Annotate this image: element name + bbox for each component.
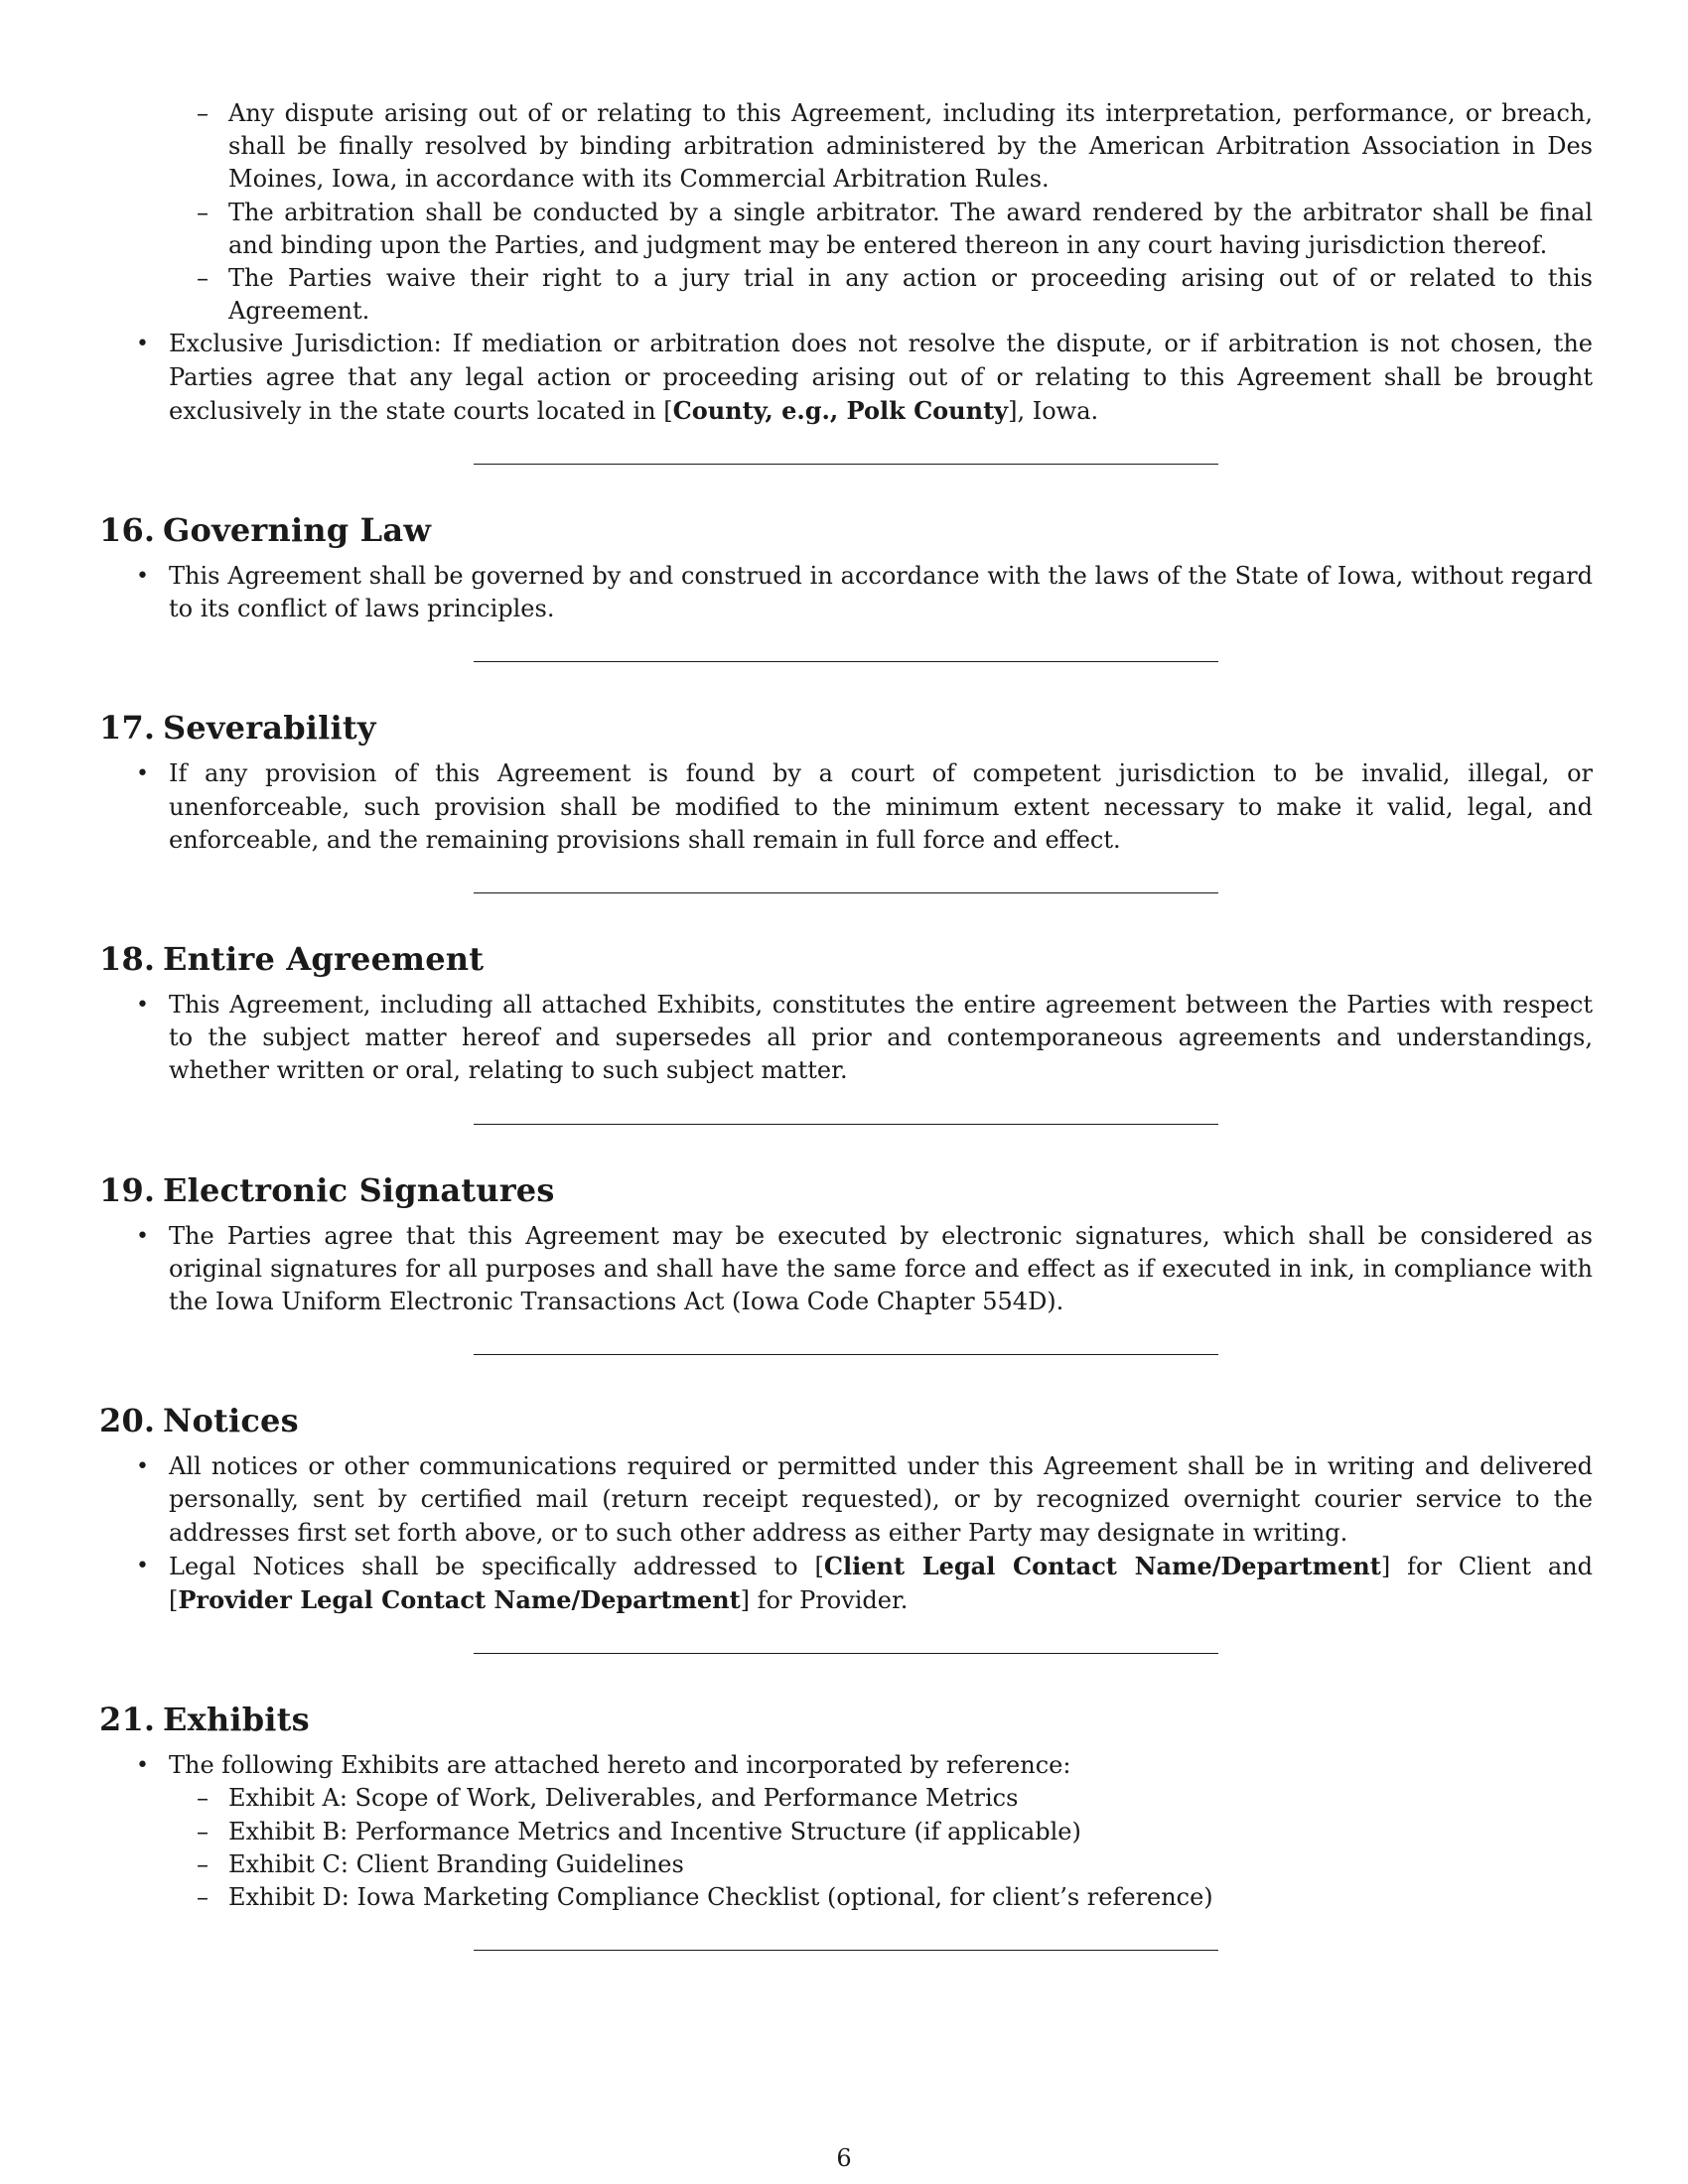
client-legal-placeholder: Client Legal Contact Name/Department: [823, 1551, 1381, 1580]
section-number: 20.: [99, 1402, 156, 1440]
page-number: 6: [836, 2144, 852, 2172]
exhibit-item: – Exhibit D: Iowa Marketing Compliance Checklist (optional, for client’s reference): [99, 1881, 1593, 1914]
exhibit-item: – Exhibit B: Performance Metrics and Incentive Structure (if applicable): [99, 1816, 1593, 1848]
section-number: 21.: [99, 1701, 156, 1739]
exclusive-text-end: ], Iowa.: [1008, 396, 1099, 425]
legal-text-mid: ] for Client and [: [169, 1552, 1593, 1615]
section-title: Governing Law: [163, 511, 432, 550]
arbitration-item: – Any dispute arising out of or relating to this Agreement, including its interpretation, performance, or breach, shall be finally resolved by binding arbitration administered by the American Arbitration Association in Des Moines, Iowa, in accordance with its Commercial Arbitration Rules.: [99, 97, 1593, 197]
exhibit-item: – Exhibit A: Scope of Work, Deliverables, and Performance Metrics: [99, 1782, 1593, 1815]
section-heading-entire-agreement: [99, 939, 1593, 979]
exclusive-jurisdiction-item: [99, 328, 1593, 428]
exhibit-item: – Exhibit C: Client Branding Guidelines: [99, 1848, 1593, 1881]
legal-text-end: ] for Provider.: [740, 1586, 909, 1615]
arbitration-item: – The Parties waive their right to a jury trial in any action or proceeding arising out of or related to this Agreement.: [99, 262, 1593, 328]
section-title: Notices: [163, 1402, 299, 1440]
section-heading-electronic-signatures: [99, 1170, 1593, 1210]
section-number: 16.: [99, 511, 156, 550]
list-item: • If any provision of this Agreement is found by a court of competent jurisdiction to be invalid, illegal, or unenforceable, such provision shall be modified to the minimum extent necessary to make it valid, legal, and enforceable, and the remaining provisions shall remain in full force and effect.: [99, 757, 1593, 857]
provider-legal-placeholder: Provider Legal Contact Name/Department: [178, 1585, 741, 1615]
section-divider: [474, 1950, 1218, 1951]
legal-text: Legal Notices shall be specifically addressed to [: [169, 1552, 824, 1580]
list-item: • The following Exhibits are attached hereto and incorporated by reference:: [99, 1749, 1593, 1782]
list-item: • The Parties agree that this Agreement may be executed by electronic signatures, which shall be considered as original signatures for all purposes and shall have the same force and effect as if executed in ink, in compliance with the Iowa Uniform Electronic Transactions Act (Iowa Code Chapter 554D).: [99, 1220, 1593, 1319]
exclusive-text: Exclusive Jurisdiction: If mediation or arbitration does not resolve the dispute, or if arbitration is not chosen, the Parties agree that any legal action or proceeding arising out of or relating to this Agreement shall be brought exclusively in the state courts located in [: [169, 330, 1593, 425]
section-number: 17.: [99, 709, 156, 748]
list-item: • This Agreement, including all attached Exhibits, constitutes the entire agreement between the Parties with respect to the subject matter hereof and supersedes all prior and contemporaneous agreements and understandings, whether written or oral, relating to such subject matter.: [99, 989, 1593, 1088]
section-title: Exhibits: [163, 1701, 310, 1739]
section-number: 18.: [99, 940, 156, 979]
section-heading-severability: [99, 708, 1593, 748]
section-title: Entire Agreement: [163, 940, 485, 979]
county-placeholder: County, e.g., Polk County: [672, 395, 1009, 425]
legal-notices-item: [99, 1550, 1593, 1617]
section-heading-notices: [99, 1401, 1593, 1440]
section-number: 19.: [99, 1170, 156, 1209]
list-item: • All notices or other communications required or permitted under this Agreement shall be in writing and delivered personally, sent by certified mail (return receipt requested), or by recognized overnight courier service to the addresses first set forth above, or to such other address as either Party may designate in writing.: [99, 1450, 1593, 1550]
arbitration-item: – The arbitration shall be conducted by a single arbitrator. The award rendered by the arbitrator shall be final and binding upon the Parties, and judgment may be entered thereon in any court having jurisdiction thereof.: [99, 197, 1593, 262]
list-item: • This Agreement shall be governed by and construed in accordance with the laws of the State of Iowa, without regard to its conflict of laws principles.: [99, 560, 1593, 625]
section-title: Electronic Signatures: [163, 1170, 555, 1209]
section-heading-exhibits: [99, 1700, 1593, 1739]
section-heading-governing-law: [99, 510, 1593, 550]
page-content: [99, 97, 1593, 1951]
section-title: Severability: [163, 709, 376, 748]
